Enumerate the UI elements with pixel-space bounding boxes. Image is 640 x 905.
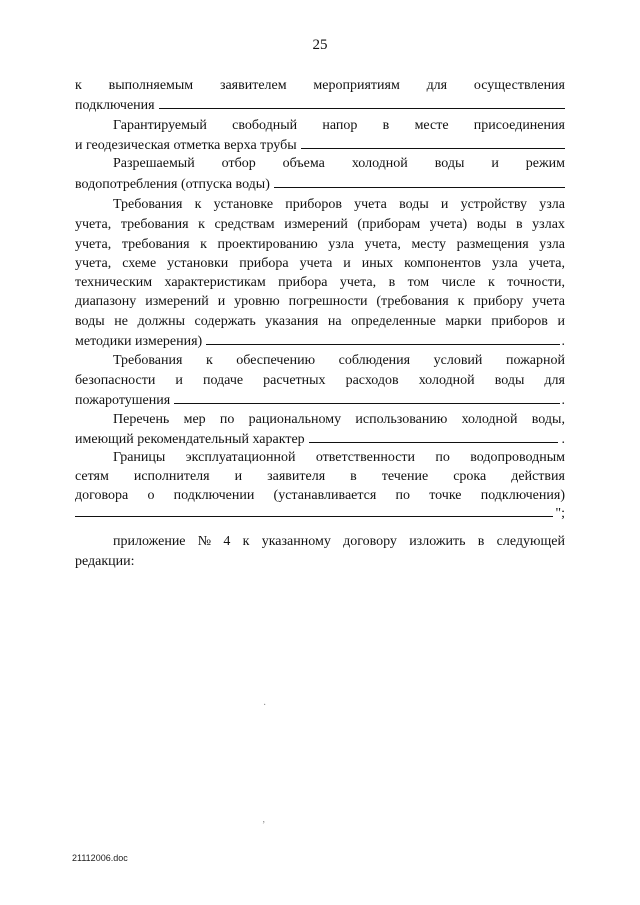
text-line-19-label: имеющий рекомендательный характер — [75, 432, 305, 447]
word: № — [197, 534, 212, 549]
text-line-15 — [75, 351, 565, 371]
word: воды — [476, 217, 507, 232]
text-line-5 — [75, 154, 565, 174]
text-line-8 — [75, 215, 565, 235]
word: характеристикам — [164, 275, 266, 290]
scan-speck: · — [263, 700, 267, 711]
word: к — [457, 294, 465, 309]
word: воды — [434, 156, 465, 171]
word: диапазону — [75, 294, 137, 309]
word: приборов — [491, 314, 548, 329]
word: месте — [414, 118, 449, 133]
word: подключении — [173, 488, 255, 503]
word: размещения — [456, 237, 529, 252]
word: учета — [532, 294, 565, 309]
word: о — [147, 488, 155, 503]
word: (требования — [376, 294, 449, 309]
word: и — [343, 256, 351, 271]
word: сетям — [75, 469, 109, 484]
word: (устанавливается — [273, 488, 377, 503]
file-name-footer: 21112006.doc — [72, 853, 128, 863]
text-line-14-label: методики измерения) — [75, 334, 203, 349]
word: в — [477, 534, 485, 549]
word: договора — [75, 488, 129, 503]
text-line-14 — [75, 331, 565, 351]
word: расходов — [345, 373, 399, 388]
text-line-11 — [75, 273, 565, 293]
word: воды — [399, 197, 429, 212]
word: Требования — [113, 353, 183, 368]
text-line-3 — [75, 116, 565, 136]
text-line-13 — [75, 312, 565, 332]
word: мер — [183, 412, 206, 427]
word: и — [175, 373, 183, 388]
word: и — [234, 469, 243, 484]
word: уровню — [234, 294, 280, 309]
word: выполняемым — [108, 78, 194, 93]
word: присоединения — [473, 118, 565, 133]
text-line-4-label: и геодезическая отметка верха трубы — [75, 138, 297, 153]
word: установке — [213, 197, 274, 212]
word: и — [217, 294, 226, 309]
word: договору — [343, 534, 397, 549]
word: учета — [354, 197, 387, 212]
word: холодной — [418, 373, 475, 388]
word: 4 — [223, 534, 231, 549]
word: напор — [322, 118, 358, 133]
word: к — [194, 197, 202, 212]
word: по — [395, 488, 411, 503]
text-line-4 — [75, 135, 565, 155]
word: исполнителя — [133, 469, 210, 484]
word: содержать — [194, 314, 256, 329]
word: техническим — [75, 275, 153, 290]
word: в — [515, 217, 523, 232]
text-line-25: редакции: — [75, 554, 135, 569]
word: учета, — [75, 256, 112, 271]
fill-in-blank — [206, 331, 559, 345]
word: отбор — [221, 156, 256, 171]
scan-speck: ʼ — [262, 820, 266, 831]
word: расчетных — [263, 373, 326, 388]
fill-in-blank — [159, 95, 565, 109]
word: том — [407, 275, 430, 290]
text-line-17 — [75, 390, 565, 410]
word: учета — [299, 256, 333, 271]
word: для — [426, 78, 448, 93]
word: к — [205, 353, 213, 368]
word: узла — [492, 256, 518, 271]
word: Гарантируемый — [113, 118, 207, 133]
word: действия — [511, 469, 565, 484]
word: учета, — [339, 275, 377, 290]
word: Разрешаемый — [113, 156, 195, 171]
word: определенные — [351, 314, 436, 329]
word: к — [198, 217, 205, 232]
word: для — [544, 373, 565, 388]
word: точке — [429, 488, 462, 503]
text-line-6 — [75, 174, 565, 194]
word: схеме — [122, 256, 157, 271]
text-line-24 — [75, 532, 565, 552]
word: учета, — [364, 237, 401, 252]
text-line-10 — [75, 254, 565, 274]
word: Перечень — [113, 412, 170, 427]
word: средствам — [214, 217, 275, 232]
word: мероприятиям — [313, 78, 400, 93]
word: условий — [433, 353, 483, 368]
word: воды — [75, 314, 105, 329]
word: месту — [411, 237, 447, 252]
word: безопасности — [75, 373, 156, 388]
text-line-21 — [75, 467, 565, 487]
word: воды, — [531, 412, 565, 427]
text-line-17-label: пожаротушения — [75, 393, 171, 408]
word: точности, — [507, 275, 565, 290]
text-line-7 — [75, 195, 565, 215]
word: к — [242, 534, 250, 549]
text-line-2-label: подключения — [75, 98, 155, 113]
line-end-mark: "; — [555, 506, 565, 521]
word: и — [440, 197, 449, 212]
fill-in-blank — [301, 135, 565, 149]
word: осуществления — [473, 78, 565, 93]
word: марки — [445, 314, 482, 329]
word: проектированию — [217, 237, 318, 252]
word: прибора — [278, 275, 328, 290]
word: измерений — [145, 294, 209, 309]
word: холодной — [351, 156, 408, 171]
word: эксплуатационной — [185, 450, 296, 465]
word: водопроводным — [470, 450, 565, 465]
word: не — [114, 314, 128, 329]
word: (приборам — [357, 217, 421, 232]
word: использованию — [355, 412, 448, 427]
word: к — [487, 275, 495, 290]
page-number: 25 — [312, 37, 328, 53]
word: изложить — [409, 534, 466, 549]
word: компонентов — [404, 256, 482, 271]
text-line-12 — [75, 292, 565, 312]
word: свободный — [232, 118, 298, 133]
word: в — [382, 118, 390, 133]
word: указания — [265, 314, 319, 329]
word: иных — [361, 256, 394, 271]
word: подключения) — [480, 488, 565, 503]
word: следующей — [496, 534, 565, 549]
word: узлах — [532, 217, 565, 232]
word: приложение — [113, 534, 186, 549]
word: должны — [137, 314, 185, 329]
text-line-18 — [75, 410, 565, 430]
word: пожарной — [505, 353, 565, 368]
text-line-2 — [75, 95, 565, 115]
word: указанному — [261, 534, 331, 549]
line-end-mark: . — [561, 393, 565, 408]
word: числе — [441, 275, 476, 290]
word: к — [75, 78, 82, 93]
word: требования — [120, 217, 189, 232]
word: измерений — [284, 217, 348, 232]
word: к — [200, 237, 207, 252]
word: прибора — [239, 256, 289, 271]
line-end-mark: . — [561, 334, 565, 349]
text-line-9 — [75, 235, 565, 255]
word: погрешности — [288, 294, 368, 309]
fill-in-blank — [75, 503, 553, 517]
word: срока — [453, 469, 487, 484]
line-end-mark: . — [561, 432, 565, 447]
text-line-20 — [75, 448, 565, 468]
word: течение — [381, 469, 429, 484]
word: учета) — [429, 217, 468, 232]
text-line-6-label: водопотребления (отпуска воды) — [75, 177, 270, 192]
word: соблюдения — [338, 353, 411, 368]
word: требования — [121, 237, 190, 252]
word: по — [435, 450, 450, 465]
word: заявителем — [219, 78, 287, 93]
word: и — [491, 156, 499, 171]
fill-in-blank — [274, 174, 565, 188]
word: воды — [494, 373, 525, 388]
word: Границы — [113, 450, 166, 465]
word: и — [557, 314, 565, 329]
word: рациональному — [248, 412, 342, 427]
text-line-19 — [75, 429, 565, 449]
word: учета, — [75, 237, 112, 252]
word: приборов — [285, 197, 342, 212]
word: обеспечению — [236, 353, 316, 368]
word: узла — [328, 237, 355, 252]
text-line-1 — [75, 76, 565, 96]
word: узла — [539, 197, 565, 212]
word: учета, — [528, 256, 565, 271]
fill-in-blank — [309, 429, 558, 443]
word: на — [327, 314, 342, 329]
word: ответственности — [315, 450, 416, 465]
fill-in-blank — [174, 390, 559, 404]
word: холодной — [461, 412, 518, 427]
word: по — [219, 412, 235, 427]
word: Требования — [113, 197, 183, 212]
word: прибору — [473, 294, 524, 309]
text-line-23 — [75, 503, 565, 523]
word: устройству — [460, 197, 528, 212]
word: установки — [167, 256, 229, 271]
word: подаче — [202, 373, 244, 388]
word: объема — [282, 156, 325, 171]
word: в — [350, 469, 357, 484]
word: в — [388, 275, 396, 290]
word: заявителя — [267, 469, 326, 484]
word: узла — [539, 237, 565, 252]
word: учета, — [75, 217, 112, 232]
word: режим — [525, 156, 565, 171]
text-line-16 — [75, 371, 565, 391]
